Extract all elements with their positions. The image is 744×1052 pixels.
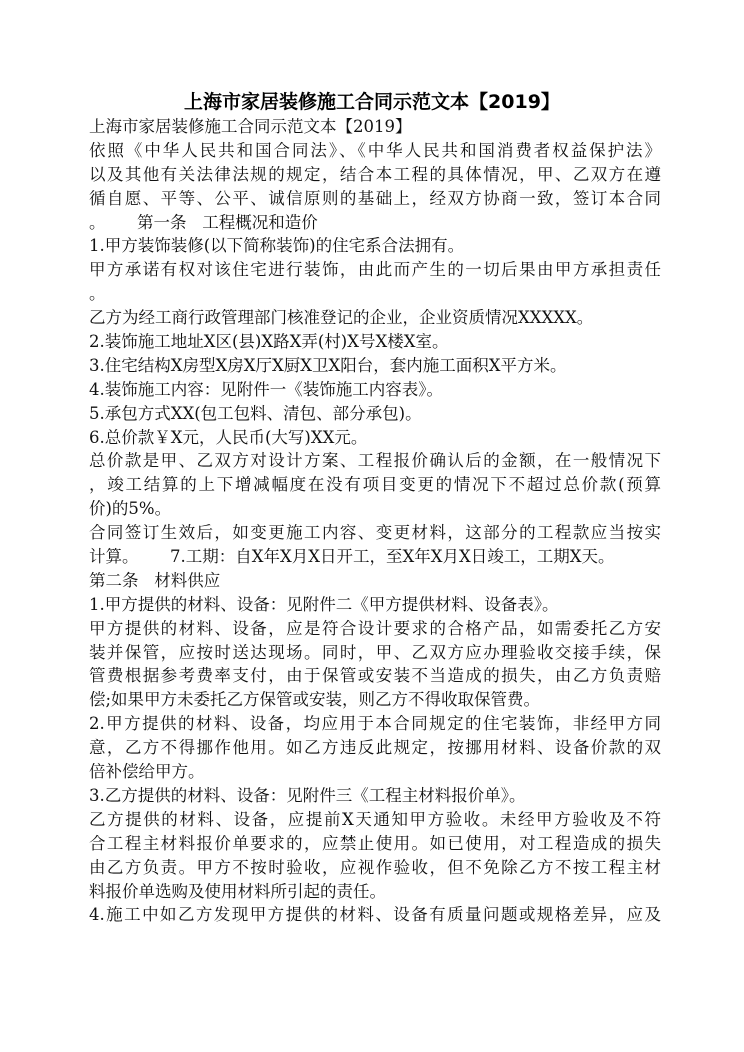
text-line: 偿;如果甲方未委托乙方保管或安装，则乙方不得收取保管费。 (89, 690, 541, 710)
text-line: 料报价单选购及使用材料所引起的责任。 (89, 881, 386, 901)
text-line: 计算。 7.工期：自X年X月X日开工，至X年X月X日竣工，工期X天。 (89, 547, 615, 567)
text-line: 倍补偿给甲方。 (89, 762, 205, 782)
text-line: 2.甲方提供的材料、设备，均应用于本合同规定的住宅装饰，非经甲方同 (89, 714, 661, 734)
text-line: 2.装饰施工地址X区(县)X路X弄(村)X号X楼X室。 (89, 332, 449, 352)
text-line: 4.施工中如乙方发现甲方提供的材料、设备有质量问题或规格差异，应及 (89, 905, 661, 925)
text-line: 由乙方负责。甲方不按时验收，应视作验收，但不免除乙方不按工程主材 (89, 857, 661, 877)
text-line: ，竣工结算的上下增减幅度在没有项目变更的情况下不超过总价款(预算 (89, 475, 661, 495)
text-line: 5.承包方式XX(包工包料、清包、部分承包)。 (89, 403, 422, 423)
text-line: 乙方为经工商行政管理部门核准登记的企业，企业资质情况XXXXX。 (89, 308, 594, 328)
text-line: 。 (89, 284, 106, 304)
text-line: 4.装饰施工内容：见附件一《装饰施工内容表》。 (89, 379, 443, 399)
text-line: 6.总价款￥X元，人民币(大写)XX元。 (89, 427, 368, 447)
text-line: 装并保管，应按时送达现场。同时，甲、乙双方应办理验收交接手续，保 (89, 642, 661, 662)
text-line: 乙方提供的材料、设备，应提前X天通知甲方验收。未经甲方验收及不符 (89, 809, 661, 829)
text-line: 甲方提供的材料、设备，应是符合设计要求的合格产品，如需委托乙方安 (89, 618, 661, 638)
text-line: 意，乙方不得挪作他用。如乙方违反此规定，按挪用材料、设备价款的双 (89, 738, 661, 758)
document-body (89, 115, 661, 927)
document-title: 上海市家居装修施工合同示范文本【2019】 (184, 91, 560, 113)
text-line: 上海市家居装修施工合同示范文本【2019】 (89, 117, 412, 136)
text-line: 价)的5%。 (89, 499, 172, 519)
text-line: 甲方承诺有权对该住宅进行装饰，由此而产生的一切后果由甲方承担责任 (89, 260, 661, 280)
text-line: 1.甲方提供的材料、设备：见附件二《甲方提供材料、设备表》。 (89, 594, 559, 614)
text-line: 总价款是甲、乙双方对设计方案、工程报价确认后的金额，在一般情况下 (89, 451, 661, 471)
text-line: 第二条 材料供应 (89, 570, 221, 590)
text-line: 。 第一条 工程概况和造价 (89, 212, 318, 232)
text-line: 以及其他有关法律法规的规定，结合本工程的具体情况，甲、乙双方在遵 (89, 164, 661, 184)
text-line: 合工程主材料报价单要求的，应禁止使用。如已使用，对工程造成的损失 (89, 833, 661, 853)
text-line: 循自愿、平等、公平、诚信原则的基础上，经双方协商一致，签订本合同 (89, 188, 661, 208)
text-line: 依照《中华人民共和国合同法》、《中华人民共和国消费者权益保护法》 (89, 140, 661, 160)
text-line: 3.乙方提供的材料、设备：见附件三《工程主材料报价单》。 (89, 785, 526, 805)
text-line: 1.甲方装饰装修(以下简称装饰)的住宅系合法拥有。 (89, 236, 465, 256)
text-line: 合同签订生效后，如变更施工内容、变更材料，这部分的工程款应当按实 (89, 523, 661, 543)
text-line: 管费根据参考费率支付，由于保管或安装不当造成的损失，由乙方负责赔 (89, 666, 661, 686)
text-line: 3.住宅结构X房型X房X厅X厨X卫X阳台，套内施工面积X平方米。 (89, 355, 567, 375)
